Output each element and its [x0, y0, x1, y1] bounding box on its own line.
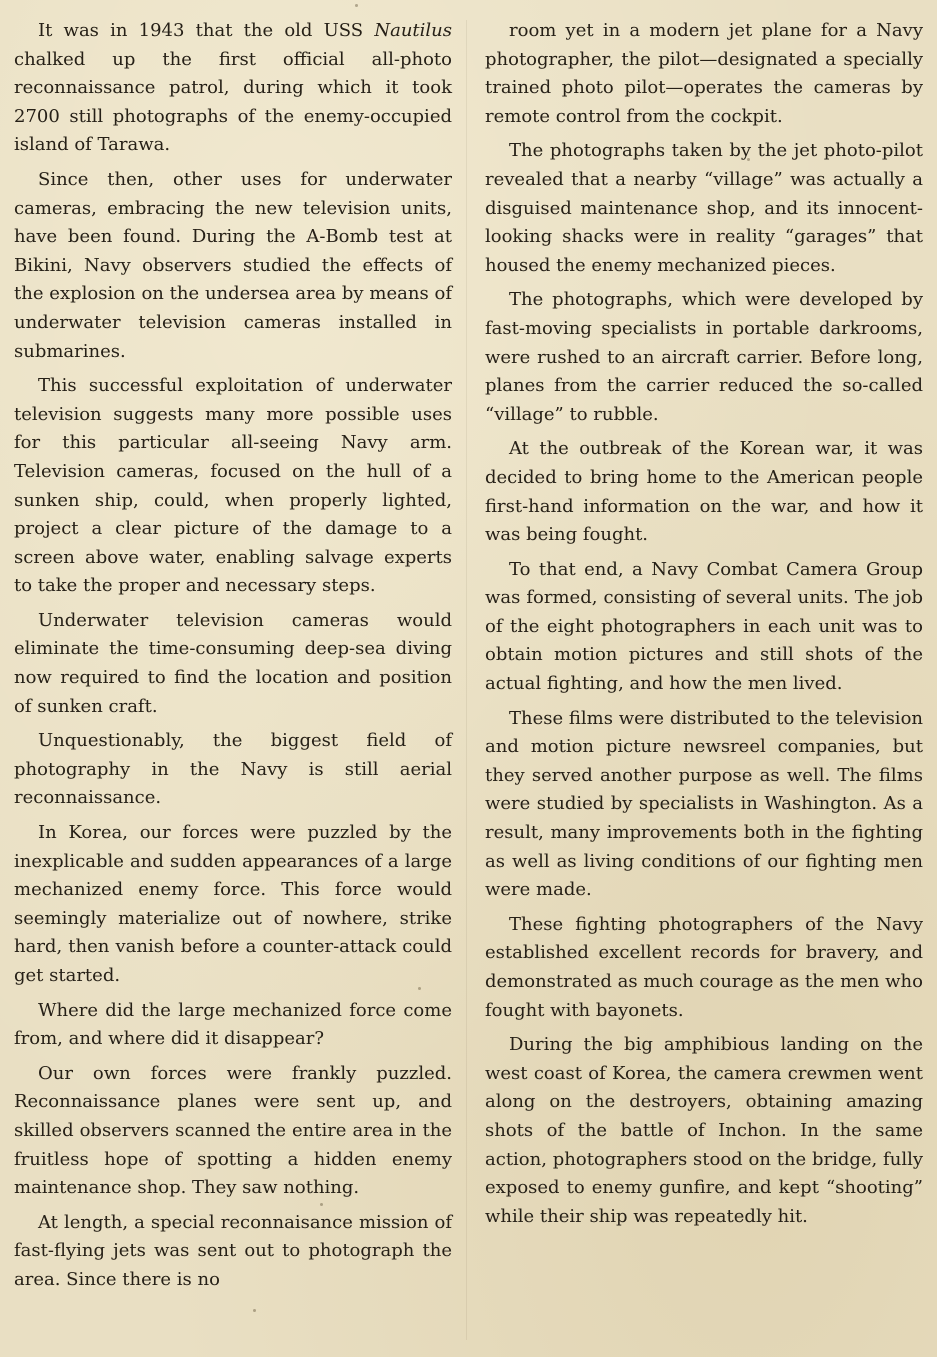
ship-name: Nautilus [374, 20, 452, 41]
paragraph-inchon: During the big amphibious landing on the west coast of Korea, the camera crewmen went along on the destroyers, obtaining amazing shots of the battle of Inchon. In the same action, photographers stood on the bridge, fully exposed to enemy gunfire, and kept “shooting” while their ship was repeatedly hit. [485, 1034, 923, 1227]
paper-speck [355, 4, 358, 7]
paragraph-films-distributed: These films were distributed to the television and motion picture newsreel companies, but they served another purpose as well. The films were studied by specialists in Washington. As a result, many improvements both in the fighting as well as living conditions of our fighting men were made. [485, 707, 923, 901]
paragraph-bravery: These fighting photographers of the Navy established excellent records for bravery, and demonstrated as much courage as the men who fought with bayonets. [485, 913, 923, 1021]
paper-speck [418, 987, 421, 990]
paragraph-darkrooms: The photographs, which were developed by fast-moving specialists in portable darkrooms, were rushed to an aircraft carrier. Before long, planes from the carrier reduced the so-called “village” to rubble. [485, 289, 923, 425]
paper-speck [253, 1309, 256, 1312]
paragraph-exploitation: This successful exploitation of underwater television suggests many more possible uses for this particular all-seeing Navy arm. Television cameras, focused on the hull of a sunken ship, could, when properly lighted, project a clear picture of the damage to a screen above water, enabling salvage experts to take the proper and necessary steps. [14, 375, 452, 597]
paragraph-text: It was in 1943 that the old USS [38, 20, 375, 41]
paragraph-photo-pilot: room yet in a modern jet plane for a Navy photographer, the pilot—designated a specially trained photo pilot—operates the cameras by remote control from the cockpit. [485, 20, 923, 127]
column-gutter [466, 20, 467, 1340]
paragraph-eliminate-diving: Underwater television cameras would eliminate the time-consuming deep-sea diving now required to find the location and position of sunken craft. [14, 609, 452, 717]
paragraph-where-did: Where did the large mechanized force come from, and where did it disappear? [14, 999, 452, 1050]
paragraph-nautilus [14, 17, 452, 160]
paragraph-combat-camera-group: To that end, a Navy Combat Camera Group was formed, consisting of several units. The job of the eight photographers in each unit was to obtain motion pictures and still shots of the actual fighting, and how the men lived. [485, 558, 923, 695]
right-column [485, 17, 923, 1237]
paragraph-text: chalked up the first official all-photo reconnaissance patrol, during which it took 2700 still photographs of the enemy-occupied island of Tarawa. [14, 48, 452, 156]
paper-speck [747, 158, 750, 161]
paragraph-korean-war: At the outbreak of the Korean war, it was decided to bring home to the American people first-hand information on the war, and how it was being fought. [485, 438, 923, 546]
left-column [14, 17, 452, 1301]
paragraph-special-mission: At length, a special reconnaisance mission of fast-flying jets was sent out to photograph the area. Since there is no [14, 1211, 452, 1290]
paragraph-bikini: Since then, other uses for underwater cameras, embracing the new television units, have been found. During the A-Bomb test at Bikini, Navy observers studied the effects of the explosion on the undersea area by means of underwater television cameras installed in submarines. [14, 168, 452, 362]
paragraph-aerial-reconnaissance: Unquestionably, the biggest field of photography in the Navy is still aerial reconnaissance. [14, 730, 452, 809]
paper-speck [320, 1203, 323, 1206]
paragraph-korea-puzzle: In Korea, our forces were puzzled by the inexplicable and sudden appearances of a large mechanized enemy force. This force would seemingly materialize out of nowhere, strike hard, then vanish before a counter-attack could get started. [14, 822, 452, 986]
paragraph-forces-puzzled: Our own forces were frankly puzzled. Reconnaissance planes were sent up, and skilled observers scanned the entire area in the fruitless hope of spotting a hidden enemy maintenance shop. They saw nothing. [14, 1062, 452, 1199]
paragraph-village: The photographs taken by the jet photo-pilot revealed that a nearby “village” was actually a disguised maintenance shop, and its innocent-looking shacks were in reality “garages” that housed the enemy mechanized pieces. [485, 140, 923, 276]
